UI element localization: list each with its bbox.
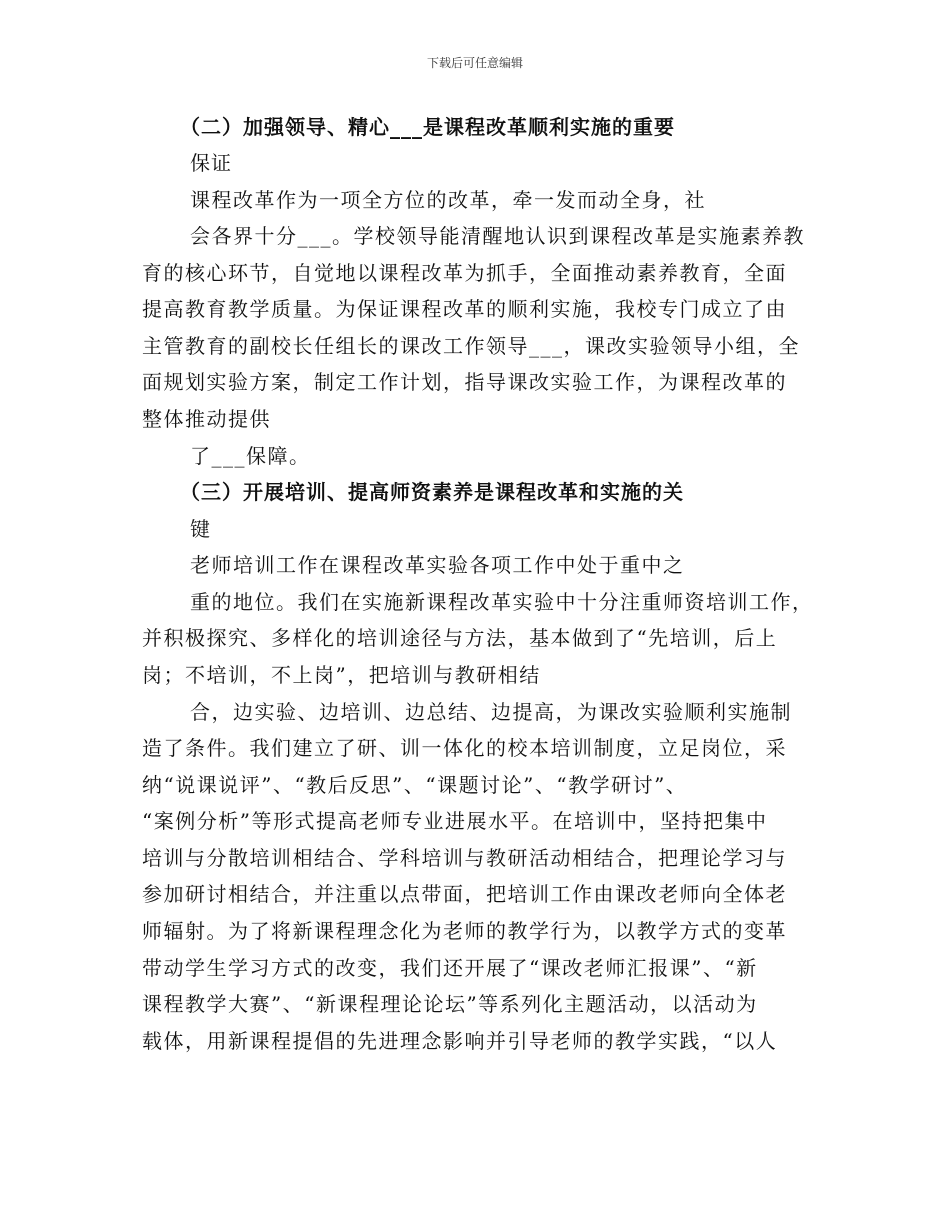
paragraph-line: 造了条件。我们建立了研、训一体化的校本培训制度，立足岗位，采 xyxy=(142,736,787,760)
paragraph-line: 合，边实验、边培训、边总结、边提高，为课改实验顺利实施制 xyxy=(190,700,792,724)
section-heading-3-continuation: 键 xyxy=(190,517,212,541)
paragraph-line: 培训与分散培训相结合、学科培训与教研活动相结合，把理论学习与 xyxy=(142,846,787,870)
paragraph-line: 参加研讨相结合，并注重以点带面，把培训工作由课改老师向全体老 xyxy=(142,882,787,906)
paragraph-line: 带动学生学习方式的改变，我们还开展了“课改老师汇报课”、“新 xyxy=(142,956,758,980)
paragraph-line: 会各界十分___。学校领导能清醒地认识到课程改革是实施素养教 xyxy=(190,224,805,248)
paragraph-line: 主管教育的副校长任组长的课改工作领导___，课改实验领导小组，全 xyxy=(142,334,800,358)
paragraph-line: 师辐射。为了将新课程理念化为老师的教学行为，以教学方式的变革 xyxy=(142,919,787,943)
section-heading-3: （三）开展培训、提高师资素养是课程改革和实施的关 xyxy=(180,480,684,504)
paragraph-line: 老师培训工作在课程改革实验各项工作中处于重中之 xyxy=(190,553,685,577)
paragraph-line: 岗；不培训，不上岗”，把培训与教研相结 xyxy=(142,663,541,687)
paragraph-line: 并积极探究、多样化的培训途径与方法，基本做到了“先培训，后上 xyxy=(142,626,778,650)
paragraph-line: 课程改革作为一项全方位的改革，牵一发而动全身，社 xyxy=(190,188,706,212)
paragraph-line: 提高教育教学质量。为保证课程改革的顺利实施，我校专门成立了由 xyxy=(142,297,787,321)
paragraph-line: 了___保障。 xyxy=(190,444,311,468)
paragraph-line: 育的核心环节，自觉地以课程改革为抓手，全面推动素养教育，全面 xyxy=(142,261,787,285)
paragraph-line: 整体推动提供 xyxy=(142,407,271,431)
paragraph-line: 载体，用新课程提倡的先进理念影响并引导老师的教学实践，“以人 xyxy=(142,1029,778,1053)
paragraph-line: 面规划实验方案，制定工作计划，指导课改实验工作，为课程改革的 xyxy=(142,370,787,394)
page-header-note: 下载后可任意编辑 xyxy=(426,56,523,70)
paragraph-line: “案例分析”等形式提高老师专业进展水平。在培训中，坚持把集中 xyxy=(142,809,768,833)
section-heading-2-continuation: 保证 xyxy=(190,151,232,175)
section-heading-2: （二）加强领导、精心___是课程改革顺利实施的重要 xyxy=(180,115,675,139)
paragraph-line: 重的地位。我们在实施新课程改革实验中十分注重师资培训工作， xyxy=(190,590,814,614)
paragraph-line: 课程教学大赛”、“新课程理论论坛”等系列化主题活动，以活动为 xyxy=(142,992,758,1016)
paragraph-line: 纳“说课说评”、“教后反思”、“课题讨论”、“教学研讨”、 xyxy=(142,773,688,797)
